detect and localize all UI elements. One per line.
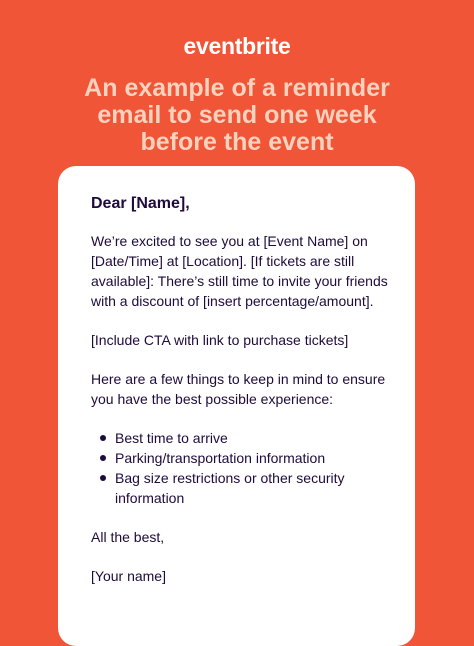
eventbrite-logo: eventbrite — [183, 33, 291, 59]
email-cta-placeholder: [Include CTA with link to purchase tickets] — [91, 332, 349, 348]
email-signoff: All the best, — [91, 529, 165, 545]
text-line: you have the best possible experience: — [91, 391, 334, 407]
list-item — [91, 448, 391, 468]
bullet-dot-icon — [100, 475, 106, 481]
text-line: We’re excited to see you at [Event Name] on — [91, 233, 368, 249]
email-intro-paragraph — [91, 231, 391, 311]
text-line: Here are a few things to keep in mind to ensure — [91, 371, 386, 387]
title-line: An example of a reminder — [84, 74, 390, 102]
bullet-dot-icon — [100, 435, 106, 441]
page-title — [20, 75, 454, 156]
email-greeting: Dear [Name], — [91, 195, 190, 212]
text-line: available]: There’s still time to invite your friends — [91, 273, 388, 289]
email-body — [91, 194, 391, 605]
list-item-text: Best time to arrive — [115, 430, 228, 446]
title-line: email to send one week — [97, 101, 377, 129]
text-line: [Date/Time] at [Location]. [If tickets are still — [91, 253, 355, 269]
bullet-dot-icon — [100, 455, 106, 461]
text-line: with a discount of [insert percentage/amount]. — [91, 293, 374, 309]
list-item-text: Bag size restrictions or other security — [115, 470, 345, 486]
list-item — [91, 468, 391, 508]
title-line: before the event — [140, 128, 334, 156]
email-tips-intro — [91, 369, 391, 409]
list-item-text: Parking/transportation information — [115, 450, 326, 466]
tips-list — [91, 428, 391, 508]
list-item — [91, 428, 391, 448]
email-signature: [Your name] — [91, 568, 166, 584]
list-item-text: information — [115, 490, 185, 506]
